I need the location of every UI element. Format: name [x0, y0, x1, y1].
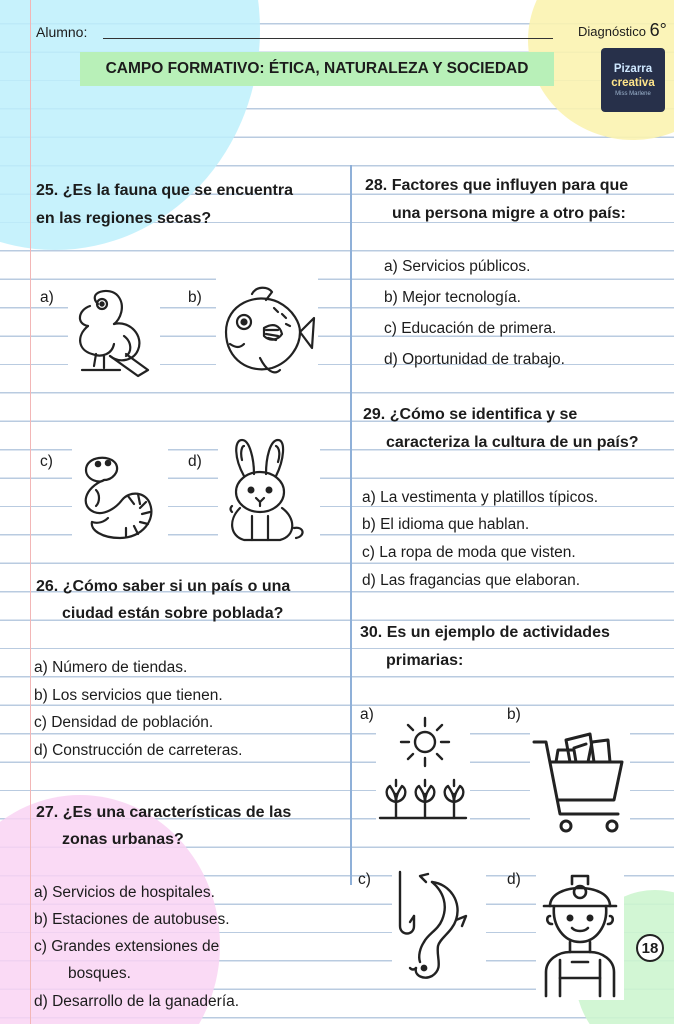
q27-title-line1: 27. ¿Es una características de las [36, 804, 292, 821]
q27-title-line2: zonas urbanas? [62, 831, 184, 848]
q28-option[interactable]: c) Educación de primera. [384, 320, 557, 337]
student-name-field[interactable] [103, 38, 553, 39]
student-name-label: Alumno: [36, 24, 88, 40]
q27-option-continuation: bosques. [68, 965, 131, 982]
q25-option-c[interactable]: c) [40, 453, 53, 470]
logo-line1: Pizarra [613, 63, 653, 75]
q29-option[interactable]: a) La vestimenta y platillos típicos. [362, 489, 599, 506]
q28-option[interactable]: a) Servicios públicos. [384, 258, 531, 275]
shopping-cart-icon [530, 720, 630, 836]
q25-option-d[interactable]: d) [188, 453, 202, 470]
logo-line2: creativa [611, 77, 655, 89]
q30-option-b[interactable]: b) [507, 706, 521, 723]
q28-option[interactable]: b) Mejor tecnología. [384, 289, 521, 306]
sun-crops-icon [376, 710, 470, 822]
column-divider [350, 165, 352, 885]
q29-option[interactable]: d) Las fragancias que elaboran. [362, 572, 581, 589]
miner-icon [536, 870, 624, 1000]
q30-title-line1: 30. Es un ejemplo de actividades [360, 624, 610, 641]
q25-title-line2: en las regiones secas? [36, 210, 212, 227]
fishing-hook-icon [392, 872, 486, 984]
q27-option[interactable]: c) Grandes extensiones de [34, 938, 220, 955]
q27-option[interactable]: a) Servicios de hospitales. [34, 884, 215, 901]
q25-option-b[interactable]: b) [188, 289, 202, 306]
exam-label: Diagnóstico 6° [578, 20, 667, 40]
q25-option-a[interactable]: a) [40, 289, 54, 306]
pizarra-creativa-logo [601, 48, 665, 112]
q27-option[interactable]: b) Estaciones de autobuses. [34, 911, 230, 928]
q28-title-line1: 28. Factores que influyen para que [365, 177, 629, 194]
fish-icon [216, 278, 318, 386]
q29-option[interactable]: b) El idioma que hablan. [362, 516, 530, 533]
q26-option[interactable]: b) Los servicios que tienen. [34, 687, 223, 704]
q26-title-line2: ciudad están sobre poblada? [62, 605, 284, 622]
q26-option[interactable]: d) Construcción de carreteras. [34, 742, 243, 759]
q28-title-line2: una persona migre a otro país: [392, 205, 626, 222]
q29-title-line1: 29. ¿Cómo se identifica y se [363, 406, 578, 423]
q30-title-line2: primarias: [386, 652, 464, 669]
q29-title-line2: caracteriza la cultura de un país? [386, 434, 639, 451]
parrot-icon [68, 284, 160, 386]
grade-label: 6° [649, 20, 667, 40]
campo-banner: CAMPO FORMATIVO: ÉTICA, NATURALEZA Y SOCIEDAD [80, 52, 554, 86]
q27-option[interactable]: d) Desarrollo de la ganadería. [34, 993, 240, 1010]
rabbit-icon [218, 436, 320, 548]
snake-icon [72, 446, 168, 546]
page-number-badge: 18 [636, 934, 664, 962]
logo-line3: Miss Marlene [615, 91, 651, 97]
q26-option[interactable]: c) Densidad de población. [34, 714, 214, 731]
q30-option-a[interactable]: a) [360, 706, 374, 723]
q30-option-c[interactable]: c) [358, 871, 371, 888]
q30-option-d[interactable]: d) [507, 871, 521, 888]
q25-title-line1: 25. ¿Es la fauna que se encuentra [36, 182, 293, 199]
q29-option[interactable]: c) La ropa de moda que visten. [362, 544, 576, 561]
q28-option[interactable]: d) Oportunidad de trabajo. [384, 351, 565, 368]
q26-title-line1: 26. ¿Cómo saber si un país o una [36, 578, 291, 595]
margin-line [30, 0, 31, 1024]
q26-option[interactable]: a) Número de tiendas. [34, 659, 188, 676]
